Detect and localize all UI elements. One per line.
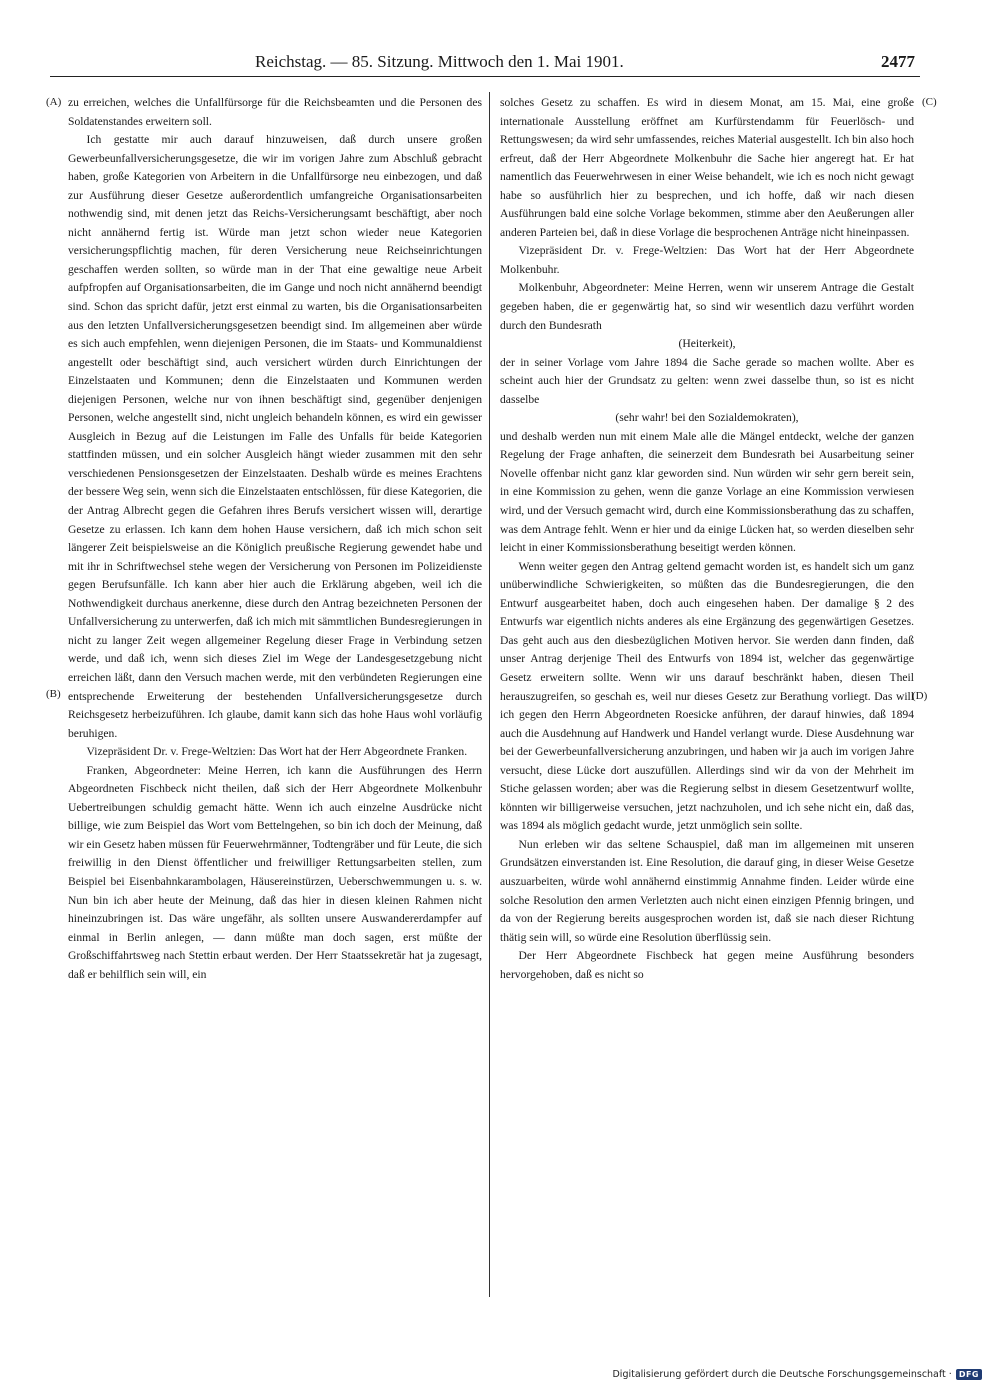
margin-marker-b: (B)	[46, 688, 61, 700]
paragraph: solches Gesetz zu schaffen. Es wird in diesem Monat, am 15. Mai, eine große internationale Ausstellung eröffnet am Kurfürstendamm für Feuerlösch- und Rettungswesen; da wird sehr umfassendes, reiches Material ausgestellt. Ich bin also hoch erfreut, daß der Herr Abgeordnete Molkenbuhr die Sache hier angeregt hat. Er hat namentlich das Feuerwehrwesen in einer Weise behandelt, wie ich es noch nicht gewagt habe so ausführlich hier zu besprechen, und ich hoffe, daß wir nach diesen Ausführungen bald eine solche Vorlage bekommen, stimme aber den Aeußerungen aller anderen Parteien bei, daß in diese Vorlage die besprochenen Anträge nicht hineinpassen.	[500, 96, 914, 239]
margin-marker-a: (A)	[46, 96, 62, 108]
margin-marker-c: (C)	[922, 96, 937, 108]
column-divider	[489, 92, 490, 1297]
right-text-column	[500, 94, 914, 1304]
header-rule	[50, 76, 920, 77]
paragraph: (Heiterkeit),	[678, 337, 736, 351]
left-text-column	[68, 94, 482, 1304]
running-header	[255, 52, 915, 74]
page-number: 2477	[881, 52, 915, 71]
paragraph: Franken, Abgeordneter: Meine Herren, ich kann die Ausführungen des Herrn Abgeordneten Fischbeck nicht theilen, daß sich der Herr Abgeordnete Molkenbuhr Uebertreibungen schuldig gemacht hätte. Wenn ich auch einzelne Ausdrücke nicht billige, wie zum Beispiel das Wort vom Bettelngehen, so bin ich doch der Meinung, daß wir ein Gesetz haben müssen für Feuerwehrmänner, Todtengräber und für Leute, die sich freiwillig in den Dienst öffentlicher und freiwilliger Rettungsarbeiten stellen, zum Beispiel bei Eisenbahnkarambolagen, Häusereinstürzen, Ueberschwemmungen u. s. w. Nun bin ich aber heute der Meinung, daß das hier in diesen kleinen Rahmen nicht hineinzubringen ist. Das wäre ungefähr, als sollten unsere Auswandererdampfer auf einmal in Berlin anlegen, — dann müßte man doch sagen, erst müßte der Großschiffahrtsweg nach Stettin erbaut werden. Der Herr Staatssekretär hat ja zugesagt, daß er behilflich sein will, ein	[68, 763, 482, 981]
paragraph: Der Herr Abgeordnete Fischbeck hat gegen meine Ausführung besonders hervorgehoben, daß es nicht so	[500, 949, 914, 981]
footer-text: Digitalisierung gefördert durch die Deutsche Forschungsgemeinschaft ·	[612, 1368, 952, 1380]
paragraph: Vizepräsident Dr. v. Frege-Weltzien: Das Wort hat der Herr Abgeordnete Franken.	[86, 745, 468, 759]
header-title: Reichstag. — 85. Sitzung. Mittwoch den 1. Mai 1901.	[255, 52, 624, 71]
dfg-logo: DFG	[956, 1369, 982, 1380]
margin-marker-d: (D)	[912, 690, 928, 702]
paragraph: zu erreichen, welches die Unfallfürsorge für die Reichsbeamten und die Personen des Soldatenstandes erweitern soll.	[68, 96, 482, 128]
paragraph: der in seiner Vorlage vom Jahre 1894 die Sache gerade so machen wollte. Aber es scheint auch hier der Grundsatz zu gelten: wenn zwei dasselbe thun, so ist es nicht dasselbe	[500, 355, 914, 406]
paragraph: (sehr wahr! bei den Sozialdemokraten),	[615, 411, 799, 425]
paragraph: Ich gestatte mir auch darauf hinzuweisen, daß durch unsere großen Gewerbeunfallversicherungsgesetze, die wir im vorigen Jahre zum Abschluß gebracht haben, große Kategorien von Arbeitern in die Unfallfürsorge neu einbezogen, und daß zur Ausführung dieser Gesetze außerordentlich umfangreiche Organisationsarbeiten nothwendig sind, mit denen jetzt das Reichs-Versicherungsamt beschäftigt, aber noch nicht annähernd fertig ist. Würde man jetzt schon wieder neue Kategorien versicherungspflichtig machen, für deren Versicherung neue Reichseinrichtungen geschaffen werden sollten, so würde man in der That eine gewaltige neue Arbeit aufpfropfen auf Organisationsarbeiten, die im Gange und noch nicht annähernd beendigt sind. Schon das spricht dafür, jetzt erst einmal zu warten, bis die Organisationsarbeiten aus den letzten Unfallversicherungsgesetzen beendigt sind. Im allgemeinen aber würde es sich auch empfehlen, wenn diejenigen Personen, die im Staats- und Kommunaldienst angestellt oder beschäftigt sind, auch versichert würden durch Einrichtungen der Einzelstaaten und Kommunen; denn die Einzelstaaten und Kommunen werden diejenigen Personen, welche nur von ihnen beschäftigt sind, gegenüber denjenigen Personen, welche angestellt sind, nicht ungleich behandeln können, es wird ein gewisser Ausgleich in Bezug auf die Leistungen im Falle des Unfalls für beide Kategorien stattfinden müssen, und ein solcher Ausgleich hängt wieder zusammen mit den sehr verschiedenen Pensionsgesetzen der Einzelstaaten. Deshalb würde es meines Erachtens der bessere Weg sein, wenn sich die Einzelstaaten entschlössen, für diese Kategorien, die der Antrag Albrecht gegen die Gefahren ihres Berufs versichert wissen will, derartige Gesetze zu erlassen. Ich kann dem hohen Hause versichern, daß ich mich schon seit längerer Zeit beispielsweise an die Königlich preußische Regierung gewendet habe und mit ihr in Schriftwechsel stehe wegen der Versicherung von Personen im Polizeidienste gegen Berufsunfälle. Ich kann aber hier auch die Erklärung abgeben, weil ich die Nothwendigkeit durchaus anerkenne, diese durch den Antrag bezeichneten Personen der Unfallversicherung zu unterwerfen, daß ich mich mit sämmtlichen Bundesregierungen in nicht zu langer Zeit wegen allgemeiner Regelung dieser Frage in Verbindung setzen werde, und daß ich, wenn sich dieses Ziel im Wege der Landesgesetzgebung nicht erreichen läßt, dann den Versuch machen werde, mit den verbündeten Regierungen eine entsprechende Erweiterung der bestehenden Unfallversicherungsgesetze durch Reichsgesetz herbeizuführen. Ich glaube, damit kann sich das hohe Haus wohl vorläufig beruhigen.	[68, 133, 482, 740]
paragraph: und deshalb werden nun mit einem Male alle die Mängel entdeckt, welche der ganzen Regelung der Frage anhaften, die seinerzeit dem Bundesrath bei Ausarbeitung seiner Novelle offenbar nicht ganz klar geworden sind. Nun würden wir sehr gern bereit sein, in eine Kommission zu gehen, wenn die ganze Vorlage an eine Kommission verwiesen wird, und der Versuch gemacht wird, durch eine Kommissionsberathung das zu schaffen, was dem Antrage fehlt. Wenn er hier und da einige Lücken hat, so werden dieselben sehr leicht in einer Kommissionsberathung beseitigt werden können.	[500, 429, 914, 555]
paragraph: Vizepräsident Dr. v. Frege-Weltzien: Das Wort hat der Herr Abgeordnete Molkenbuhr.	[500, 244, 914, 276]
footer-credit	[612, 1367, 982, 1381]
paragraph: Molkenbuhr, Abgeordneter: Meine Herren, wenn wir unserem Antrage die Gestalt gegeben haben, die er gegenwärtig hat, so sind wir wesentlich dazu verführt worden durch den Bundesrath	[500, 281, 914, 332]
paragraph: Wenn weiter gegen den Antrag geltend gemacht worden ist, es handelt sich um ganz unüberwindliche Schwierigkeiten, so müßten das die Bundesregierungen, die den Entwurf ausgearbeitet haben, doch auch eingesehen haben. Der damalige § 2 des Entwurfs war eigentlich nichts anderes als eine Ergänzung des gegenwärtigen Gesetzes. Das geht auch aus den diesbezüglichen Motiven hervor. Sie werden dann finden, daß unser Antrag derjenige Theil des Entwurfs von 1894 ist, welcher das gegenwärtige Gesetz erweitern sollte. Wenn wir uns darauf beschränkt haben, diesen Theil herauszugreifen, so geschah es, weil nur dieses Gesetz zur Berathung vorliegt. Das will ich gegen den Herrn Abgeordneten Roesicke anführen, der darauf hinwies, daß 1894 auch die Ausdehnung auf Handwerk und Handel verlangt wurde. Diese Ausdehnung war bei der Gewerbeunfallversicherung anzubringen, und haben wir ja auch im vorigen Jahre versucht, diese Lücke dort auszufüllen. Allerdings sind wir da von der Mehrheit im Stiche gelassen worden; aber was die Regierung selbst in diesem Gesetzentwurf wollte, könnten wir billigerweise versuchen, jetzt nachzuholen, und ich sehe nicht ein, daß das, was 1894 als möglich gedacht wurde, jetzt unmöglich sein sollte.	[500, 559, 914, 833]
paragraph: Nun erleben wir das seltene Schauspiel, daß man im allgemeinen mit unseren Grundsätzen einverstanden ist. Eine Resolution, die darauf ging, in dieser Weise Gesetze auszuarbeiten, würde wohl annähernd einstimmig Annahme finden. Leider würde eine solche Resolution den armen Verletzten auch nicht einen einzigen Pfennig bringen, und da von der Regierung bereits ausgesprochen worden ist, daß sie nach dieser Richtung thätig sein will, so würde eine Resolution überflüssig sein.	[500, 837, 914, 944]
